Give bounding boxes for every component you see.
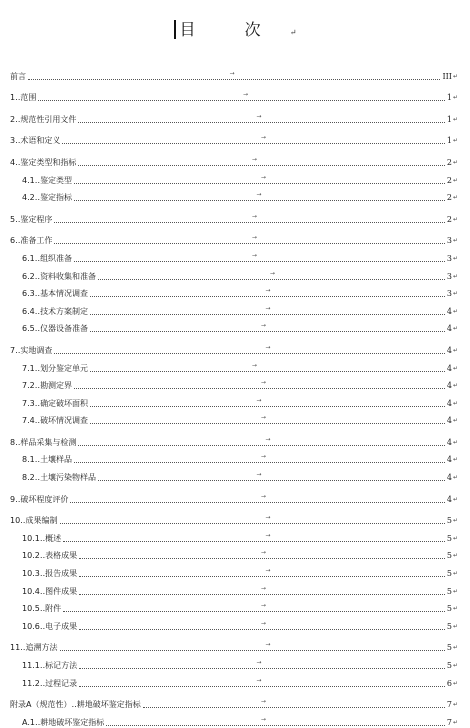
tab-arrow-icon: → xyxy=(265,343,271,351)
tab-arrow-icon: → xyxy=(265,514,271,522)
toc-entry-label: A.1‥耕地破坏鉴定指标 xyxy=(22,717,105,727)
paragraph-mark-icon: ↵ xyxy=(452,254,458,262)
toc-entry-label: 10‥成果编制 xyxy=(10,516,58,526)
paragraph-mark-icon: ↵ xyxy=(452,570,458,578)
tab-arrow-icon: → xyxy=(251,212,257,220)
tab-arrow-icon: → xyxy=(269,269,275,277)
dot-leader xyxy=(54,242,444,244)
toc-entry-page-number: 4 xyxy=(446,494,452,504)
dot-leader xyxy=(60,649,445,651)
toc-entry[interactable] xyxy=(10,636,458,654)
toc-entry-page-number: 5 xyxy=(446,533,452,543)
toc-entry[interactable] xyxy=(10,150,458,168)
tab-arrow-icon: → xyxy=(242,91,248,99)
tab-arrow-icon: → xyxy=(260,134,266,142)
toc-entry-page-number: 5 xyxy=(446,604,452,614)
toc-entry-label: 9‥破坏程度评价 xyxy=(10,494,69,504)
paragraph-mark-icon: ↵ xyxy=(452,137,458,145)
dot-leader xyxy=(90,370,445,372)
paragraph-mark-icon: ↵ xyxy=(452,272,458,280)
toc-entry[interactable] xyxy=(10,465,458,483)
toc-entry-page-number: 3 xyxy=(446,289,452,299)
toc-entry[interactable] xyxy=(10,614,458,632)
toc-entry[interactable] xyxy=(10,299,458,317)
toc-entry-page-number: 1 xyxy=(446,93,452,103)
toc-entry[interactable] xyxy=(10,671,458,689)
paragraph-mark-icon: ↵ xyxy=(452,115,458,123)
dot-leader xyxy=(78,164,444,166)
dot-leader xyxy=(74,260,445,262)
toc-entry-page-number: 4 xyxy=(446,473,452,483)
toc-title-text: 目 次 xyxy=(179,20,283,39)
toc-entry[interactable] xyxy=(10,356,458,374)
toc-entry[interactable] xyxy=(10,86,458,104)
toc-entry-label: 6.2‥资料收集和准备 xyxy=(22,271,97,281)
dot-leader xyxy=(38,99,444,101)
toc-entry[interactable] xyxy=(10,448,458,466)
toc-entry-page-number: 4 xyxy=(446,306,452,316)
toc-entry[interactable] xyxy=(10,693,458,711)
paragraph-mark-icon: ↵ xyxy=(452,176,458,184)
toc-entry-page-number: 2 xyxy=(446,175,452,185)
tab-arrow-icon: → xyxy=(260,173,266,181)
toc-entry[interactable] xyxy=(10,653,458,671)
tab-arrow-icon: → xyxy=(260,584,266,592)
toc-entry-label: 7‥实地调查 xyxy=(10,345,53,355)
toc-entry-page-number: 2 xyxy=(446,193,452,203)
toc-entry[interactable] xyxy=(10,64,458,82)
paragraph-mark-icon: ↵ xyxy=(452,474,458,482)
toc-entry[interactable] xyxy=(10,579,458,597)
tab-arrow-icon: → xyxy=(260,602,266,610)
tab-arrow-icon: → xyxy=(265,435,271,443)
toc-entry[interactable] xyxy=(10,374,458,392)
tab-arrow-icon: → xyxy=(260,715,266,723)
dot-leader xyxy=(60,522,445,524)
toc-entry-label: 10.6‥电子成果 xyxy=(22,621,78,631)
toc-entry-label: 10.3‥报告成果 xyxy=(22,569,78,579)
tab-arrow-icon: → xyxy=(260,492,266,500)
toc-entry[interactable] xyxy=(10,710,458,728)
dot-leader xyxy=(63,540,445,542)
toc-entry-label: 11.2‥过程记录 xyxy=(22,678,78,688)
toc-entry-page-number: 5 xyxy=(446,586,452,596)
toc-entry-label: 6.3‥基本情况调查 xyxy=(22,289,89,299)
toc-entry-label: 7.4‥破坏情况调查 xyxy=(22,416,89,426)
tab-arrow-icon: → xyxy=(256,659,262,666)
toc-entry-label: 7.1‥划分鉴定单元 xyxy=(22,363,89,373)
paragraph-mark-icon: ↵ xyxy=(452,290,458,298)
toc-entry[interactable] xyxy=(10,264,458,282)
toc-entry-page-number: 4 xyxy=(446,398,452,408)
dot-leader xyxy=(70,501,444,503)
tab-arrow-icon: → xyxy=(265,531,271,539)
toc-entry-label: 6.1‥组织准备 xyxy=(22,253,73,263)
toc-entry-label: 11‥追溯方法 xyxy=(10,643,58,653)
toc-entry[interactable] xyxy=(10,391,458,409)
paragraph-mark-icon: ↵ xyxy=(452,307,458,315)
toc-entry-label: 4.2‥鉴定指标 xyxy=(22,193,73,203)
toc-entry[interactable] xyxy=(10,186,458,204)
paragraph-mark-icon: ↵ xyxy=(452,94,458,102)
dot-leader xyxy=(54,221,444,223)
dot-leader xyxy=(79,575,445,577)
toc-entry-label: 6.5‥仪器设备准备 xyxy=(22,324,89,334)
toc-entry-label: 10.1‥概述 xyxy=(22,533,62,543)
dot-leader xyxy=(74,461,445,463)
toc-entry-label: 6.4‥技术方案制定 xyxy=(22,306,89,316)
toc-title xyxy=(174,18,297,45)
toc-entry-label: 2‥规范性引用文件 xyxy=(10,114,77,124)
toc-entry-label: 10.4‥图件成果 xyxy=(22,586,78,596)
toc-entry[interactable] xyxy=(10,597,458,615)
tab-arrow-icon: → xyxy=(260,549,266,557)
toc-entry-page-number: 5 xyxy=(446,551,452,561)
toc-entry-page-number: 4 xyxy=(446,345,452,355)
dot-leader xyxy=(79,685,445,687)
toc-entry-page-number: 4 xyxy=(446,437,452,447)
toc-entry-page-number: 5 xyxy=(446,643,452,653)
paragraph-mark-icon: ↵ xyxy=(452,517,458,525)
toc-entry-label: 附录A（规范性）‥耕地破坏鉴定指标 xyxy=(10,700,141,710)
paragraph-mark-icon: ↵ xyxy=(452,534,458,542)
toc-entry-page-number: 4 xyxy=(446,416,452,426)
paragraph-mark-icon: ↵ xyxy=(452,215,458,223)
toc-entry[interactable] xyxy=(10,430,458,448)
paragraph-mark-icon: ↵ xyxy=(452,237,458,245)
dot-leader xyxy=(106,724,445,726)
paragraph-mark-icon: ↵ xyxy=(452,718,458,726)
tab-arrow-icon: → xyxy=(260,414,266,422)
toc-entry[interactable] xyxy=(10,509,458,527)
toc-entry[interactable] xyxy=(10,409,458,427)
tab-arrow-icon: → xyxy=(256,112,262,120)
toc-entry[interactable] xyxy=(10,526,458,544)
toc-entry[interactable] xyxy=(10,168,458,186)
toc-entry-page-number: 7 xyxy=(446,700,452,710)
tab-arrow-icon: → xyxy=(251,234,257,242)
toc-entry-page-number: 4 xyxy=(446,455,452,465)
tab-arrow-icon: → xyxy=(265,287,271,295)
toc-entry-page-number: 2 xyxy=(446,214,452,224)
paragraph-mark-icon: ↵ xyxy=(452,158,458,166)
paragraph-mark-icon: ↵ xyxy=(452,72,458,80)
paragraph-mark-icon: ↵ xyxy=(452,456,458,464)
paragraph-mark-icon: ↵ xyxy=(452,701,458,709)
toc-entry-label: 4‥鉴定类型和指标 xyxy=(10,157,77,167)
paragraph-mark-icon: ↵ xyxy=(452,587,458,595)
toc-entry[interactable] xyxy=(10,282,458,300)
toc-entry[interactable] xyxy=(10,246,458,264)
dot-leader xyxy=(143,706,445,708)
toc-entry-page-number: 3 xyxy=(446,236,452,246)
dot-leader xyxy=(79,667,445,669)
dot-leader xyxy=(62,142,444,144)
tab-arrow-icon: → xyxy=(265,567,271,575)
toc-title-wrap xyxy=(0,18,470,42)
paragraph-mark-icon: ↵ xyxy=(452,346,458,354)
toc-entry-page-number: 2 xyxy=(446,157,452,167)
toc-entry-label: 10.2‥表格成果 xyxy=(22,551,78,561)
dot-leader xyxy=(90,405,445,407)
toc-entry-page-number: 4 xyxy=(446,363,452,373)
toc-entry-label: 6‥准备工作 xyxy=(10,236,53,246)
tab-arrow-icon: → xyxy=(265,641,271,649)
tab-arrow-icon: → xyxy=(256,676,262,684)
toc-entry-page-number: 3 xyxy=(446,253,452,263)
toc-entry-label: 11.1‥标记方法 xyxy=(22,661,78,670)
toc-entry[interactable] xyxy=(10,561,458,579)
toc-entry[interactable] xyxy=(10,338,458,356)
paragraph-mark-icon: ↵ xyxy=(452,622,458,630)
toc-entry-label: 8‥样品采集与检测 xyxy=(10,437,77,447)
dot-leader xyxy=(90,330,445,332)
paragraph-mark-icon: ↵ xyxy=(452,194,458,202)
toc-entry-page-number: 7 xyxy=(446,717,452,727)
paragraph-mark-icon: ↵ xyxy=(452,325,458,333)
tab-arrow-icon: → xyxy=(251,155,257,163)
toc-entry-page-number: 6 xyxy=(446,678,452,688)
dot-leader xyxy=(74,387,445,389)
paragraph-mark-icon: ↵ xyxy=(452,644,458,652)
toc-entry-label: 4.1‥鉴定类型 xyxy=(22,175,73,185)
toc-entry-page-number: 4 xyxy=(446,381,452,391)
toc-entry[interactable] xyxy=(10,317,458,335)
paragraph-mark-icon: ↵ xyxy=(452,605,458,613)
tab-arrow-icon: → xyxy=(256,191,262,199)
paragraph-mark-icon: ↵ xyxy=(452,382,458,390)
tab-arrow-icon: → xyxy=(260,698,266,706)
paragraph-mark-icon: ↵ xyxy=(452,399,458,407)
paragraph-mark-icon: ↵ xyxy=(452,417,458,425)
toc-entry-label: 5‥鉴定程序 xyxy=(10,214,53,224)
paragraph-mark-icon: ↵ xyxy=(289,28,297,37)
paragraph-mark-icon: ↵ xyxy=(452,495,458,503)
toc-entry[interactable] xyxy=(10,129,458,147)
toc-entry[interactable] xyxy=(10,107,458,125)
toc-entry-page-number: 5 xyxy=(446,569,452,579)
dot-leader xyxy=(90,422,445,424)
toc-entry-label: 7.3‥确定破坏面积 xyxy=(22,398,89,408)
toc-entry-label: 8.1‥土壤样品 xyxy=(22,455,73,465)
tab-arrow-icon: → xyxy=(260,453,266,461)
toc-entry-page-number: 1 xyxy=(446,136,452,146)
tab-arrow-icon: → xyxy=(260,322,266,330)
dot-leader xyxy=(78,121,444,123)
paragraph-mark-icon: ↵ xyxy=(452,662,458,669)
tab-arrow-icon: → xyxy=(229,69,235,77)
dot-leader xyxy=(74,182,445,184)
toc-entry[interactable] xyxy=(10,544,458,562)
toc-entry-label: 1‥范围 xyxy=(10,93,37,103)
toc-entry[interactable] xyxy=(10,207,458,225)
tab-arrow-icon: → xyxy=(256,471,262,479)
paragraph-mark-icon: ↵ xyxy=(452,679,458,687)
tab-arrow-icon: → xyxy=(260,619,266,627)
dot-leader xyxy=(54,352,444,354)
toc-entry-label: 10.5‥附件 xyxy=(22,604,62,614)
toc-entry-page-number: 1 xyxy=(446,114,452,124)
toc-entry[interactable] xyxy=(10,487,458,505)
paragraph-mark-icon: ↵ xyxy=(452,364,458,372)
toc-entry-label: 8.2‥土壤污染物样品 xyxy=(22,473,97,483)
toc-entry-page-number: 5 xyxy=(446,516,452,526)
text-cursor xyxy=(174,20,176,39)
toc-entry-label: 3‥术语和定义 xyxy=(10,136,61,146)
table-of-contents xyxy=(10,64,458,728)
tab-arrow-icon: → xyxy=(251,251,257,259)
toc-entry-page-number: 5 xyxy=(446,621,452,631)
toc-entry-label: 7.2‥勘测定界 xyxy=(22,381,73,391)
tab-arrow-icon: → xyxy=(251,361,257,369)
dot-leader xyxy=(98,479,445,481)
dot-leader xyxy=(78,444,444,446)
tab-arrow-icon: → xyxy=(265,304,271,312)
toc-entry-page-number: 5 xyxy=(446,661,452,670)
paragraph-mark-icon: ↵ xyxy=(452,438,458,446)
tab-arrow-icon: → xyxy=(260,379,266,387)
toc-entry[interactable] xyxy=(10,229,458,247)
tab-arrow-icon: → xyxy=(256,396,262,404)
toc-entry-label: 前言 xyxy=(10,71,26,81)
toc-entry-page-number: 3 xyxy=(446,271,452,281)
toc-entry-page-number: III xyxy=(442,71,452,81)
toc-entry-page-number: 4 xyxy=(446,324,452,334)
dot-leader xyxy=(63,610,445,612)
paragraph-mark-icon: ↵ xyxy=(452,552,458,560)
